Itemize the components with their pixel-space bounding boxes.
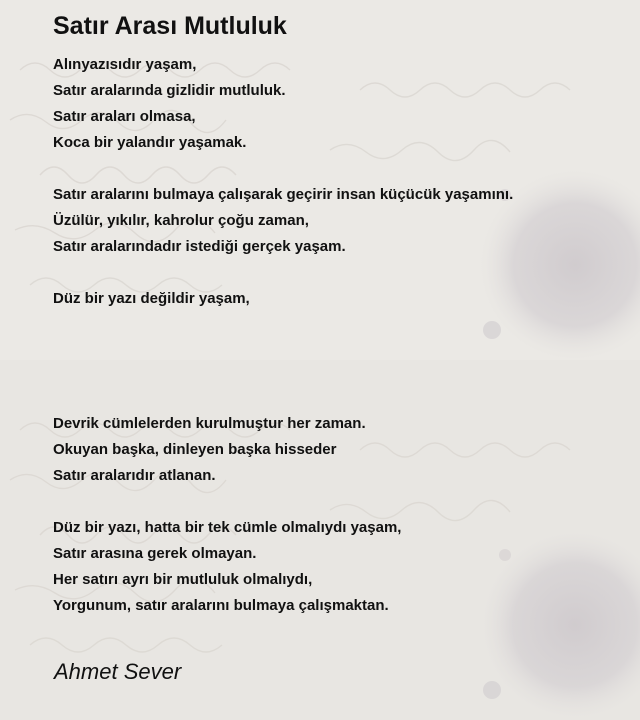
poem-line: Satır aralarındadır istediği gerçek yaşam. bbox=[53, 238, 346, 255]
poem-line: Yorgunum, satır aralarını bulmaya çalışmaktan. bbox=[53, 597, 389, 614]
stanza-5 bbox=[53, 515, 401, 619]
poem-line: Düz bir yazı değildir yaşam, bbox=[53, 290, 250, 307]
poem-line: Satır araları olmasa, bbox=[53, 108, 196, 125]
poem-author: Ahmet Sever bbox=[54, 659, 182, 684]
stanza-2 bbox=[53, 182, 513, 260]
poem-title: Satır Arası Mutluluk bbox=[53, 12, 287, 40]
poem-line: Koca bir yalandır yaşamak. bbox=[53, 134, 247, 151]
poem-line: Her satırı ayrı bir mutluluk olmalıydı, bbox=[53, 571, 313, 588]
poem-line: Okuyan başka, dinleyen başka hisseder bbox=[53, 441, 337, 458]
poem-line: Satır aralarında gizlidir mutluluk. bbox=[53, 82, 286, 99]
stanza-4 bbox=[53, 411, 366, 489]
poem-line: Üzülür, yıkılır, kahrolur çoğu zaman, bbox=[53, 212, 309, 229]
poem-line: Düz bir yazı, hatta bir tek cümle olmalıydı yaşam, bbox=[53, 519, 402, 536]
poem-line: Satır aralarını bulmaya çalışarak geçirir insan küçücük yaşamını. bbox=[53, 186, 514, 203]
poem-line: Alınyazısıdır yaşam, bbox=[53, 56, 197, 73]
poem-line: Satır aralarıdır atlanan. bbox=[53, 467, 216, 484]
poem-line: Devrik cümlelerden kurulmuştur her zaman. bbox=[53, 415, 366, 432]
stanza-3 bbox=[53, 286, 250, 312]
poem-line: Satır arasına gerek olmayan. bbox=[53, 545, 257, 562]
stanza-1 bbox=[53, 52, 286, 156]
